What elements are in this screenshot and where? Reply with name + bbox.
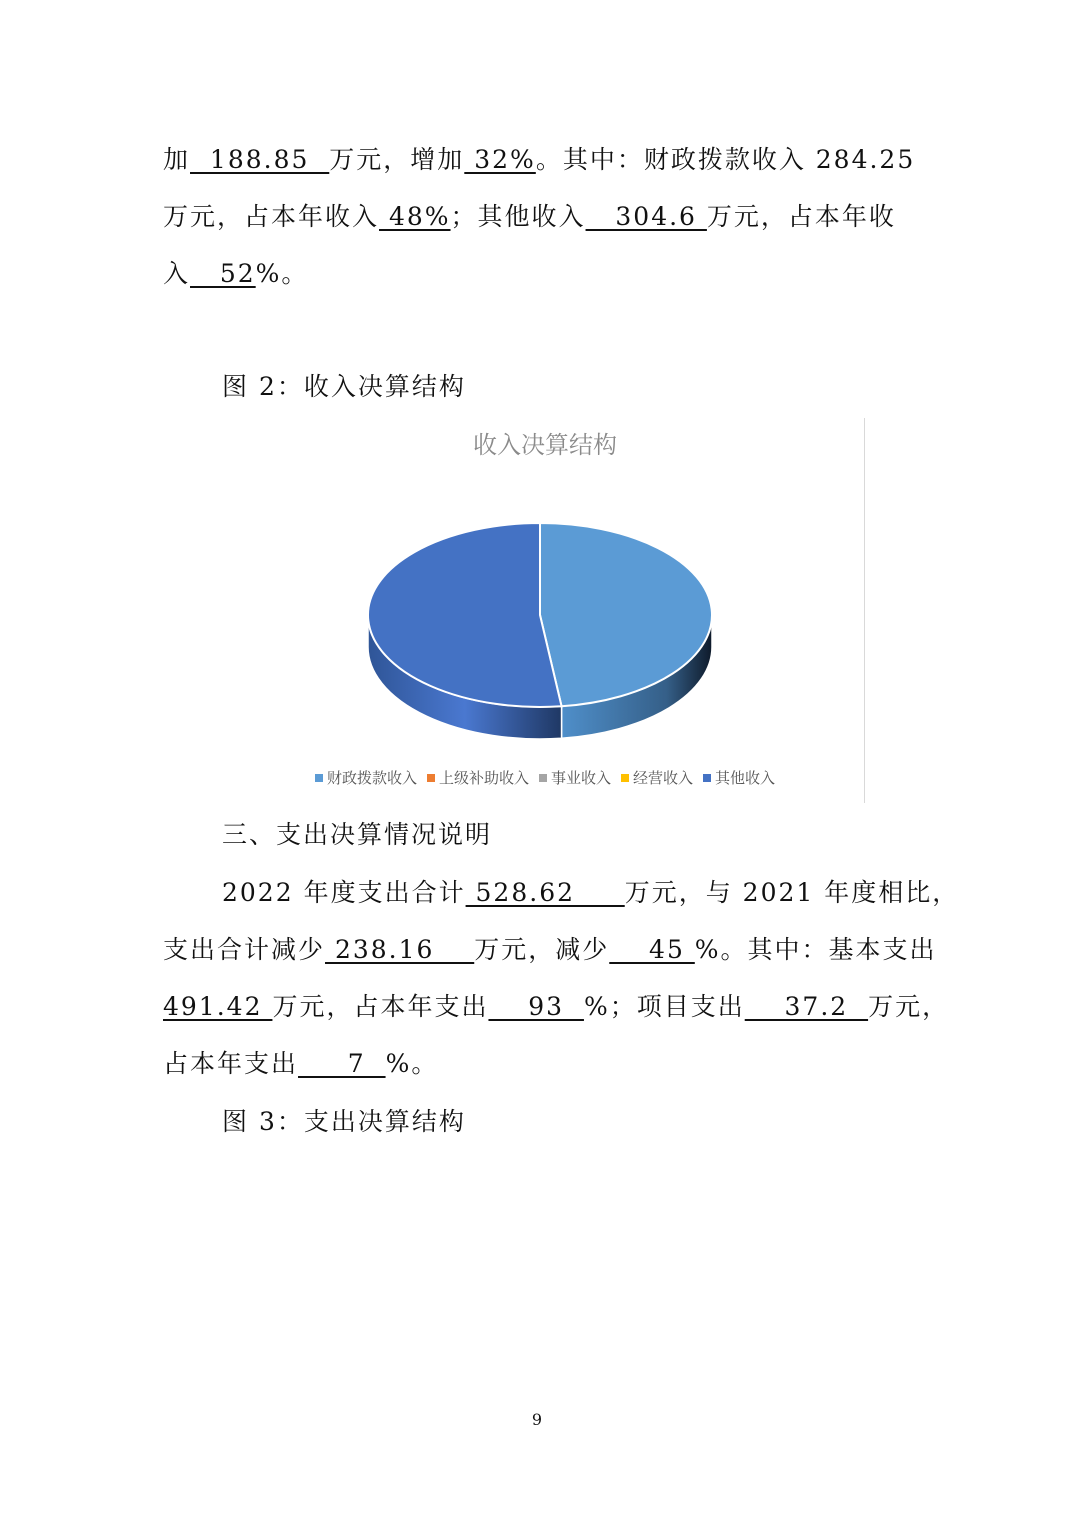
income-structure-chart [215, 415, 875, 805]
text: 2022 年度支出合计 [222, 878, 466, 907]
legend-item [539, 767, 611, 788]
text: 万元，占本年收入 [163, 202, 380, 231]
percent-increase: 32% [464, 145, 536, 174]
chart-title: 收入决算结构 [473, 431, 617, 459]
project-expense-amount: 37.2 [744, 992, 869, 1021]
text: 万元， [868, 992, 950, 1021]
legend-swatch [539, 774, 547, 782]
expense-line-2 [163, 930, 937, 966]
text: 万元，减少 [474, 935, 610, 964]
legend-label: 事业收入 [550, 769, 611, 787]
text: 万元，与 2021 年度相比， [624, 878, 960, 907]
legend-label: 其他收入 [715, 769, 776, 787]
legend-label: 上级补助收入 [438, 769, 529, 787]
figure-3-caption: 图 3：支出决算结构 [222, 1107, 466, 1136]
text: 。其中：财政拨款收入 284.25 [535, 145, 916, 174]
basic-expense-amount: 491.42 [163, 992, 273, 1021]
figure-2-caption: 图 2：收入决算结构 [222, 372, 466, 401]
text: 万元，占本年支出 [272, 992, 489, 1021]
legend-item [621, 767, 693, 788]
text: %。 [385, 1049, 439, 1078]
expense-line-1 [222, 873, 959, 909]
text: %。 [255, 259, 309, 288]
expense-line-4 [163, 1044, 438, 1080]
legend-swatch [427, 774, 435, 782]
expense-total: 528.62 [465, 878, 625, 907]
pie-chart [215, 415, 875, 755]
page-number: 9 [531, 1410, 543, 1429]
text: 支出合计减少 [163, 935, 326, 964]
income-line-2 [163, 197, 896, 233]
legend-label: 经营收入 [633, 769, 694, 787]
legend-swatch [703, 774, 711, 782]
expense-line-3 [163, 987, 949, 1023]
text: 加 [163, 145, 191, 174]
text: 入 [163, 259, 191, 288]
legend-item [703, 767, 775, 788]
expense-decrease: 238.16 [325, 935, 475, 964]
chart-border-line [864, 418, 865, 803]
income-line-3 [163, 254, 308, 290]
text: %；项目支出 [583, 992, 745, 1021]
legend-swatch [315, 774, 323, 782]
legend-swatch [621, 774, 629, 782]
chart-legend [215, 767, 875, 788]
text: 万元，增加 [329, 145, 465, 174]
amount-increase: 188.85 [190, 145, 330, 174]
income-line-1 [163, 140, 915, 176]
project-expense-percent: 7 [298, 1049, 386, 1078]
other-income-amount: 304.6 [585, 202, 707, 231]
legend-item [315, 767, 417, 788]
text: 占本年支出 [163, 1049, 299, 1078]
section-heading: 三、支出决算情况说明 [222, 820, 493, 849]
basic-expense-percent: 93 [488, 992, 584, 1021]
expense-decrease-percent: 45 [609, 935, 695, 964]
text: 万元，占本年收 [706, 202, 896, 231]
other-income-percent: 52 [190, 259, 256, 288]
legend-label: 财政拨款收入 [326, 769, 417, 787]
text: %。其中：基本支出 [694, 935, 937, 964]
fiscal-percent: 48% [379, 202, 451, 231]
legend-item [427, 767, 529, 788]
text: ；其他收入 [450, 202, 586, 231]
